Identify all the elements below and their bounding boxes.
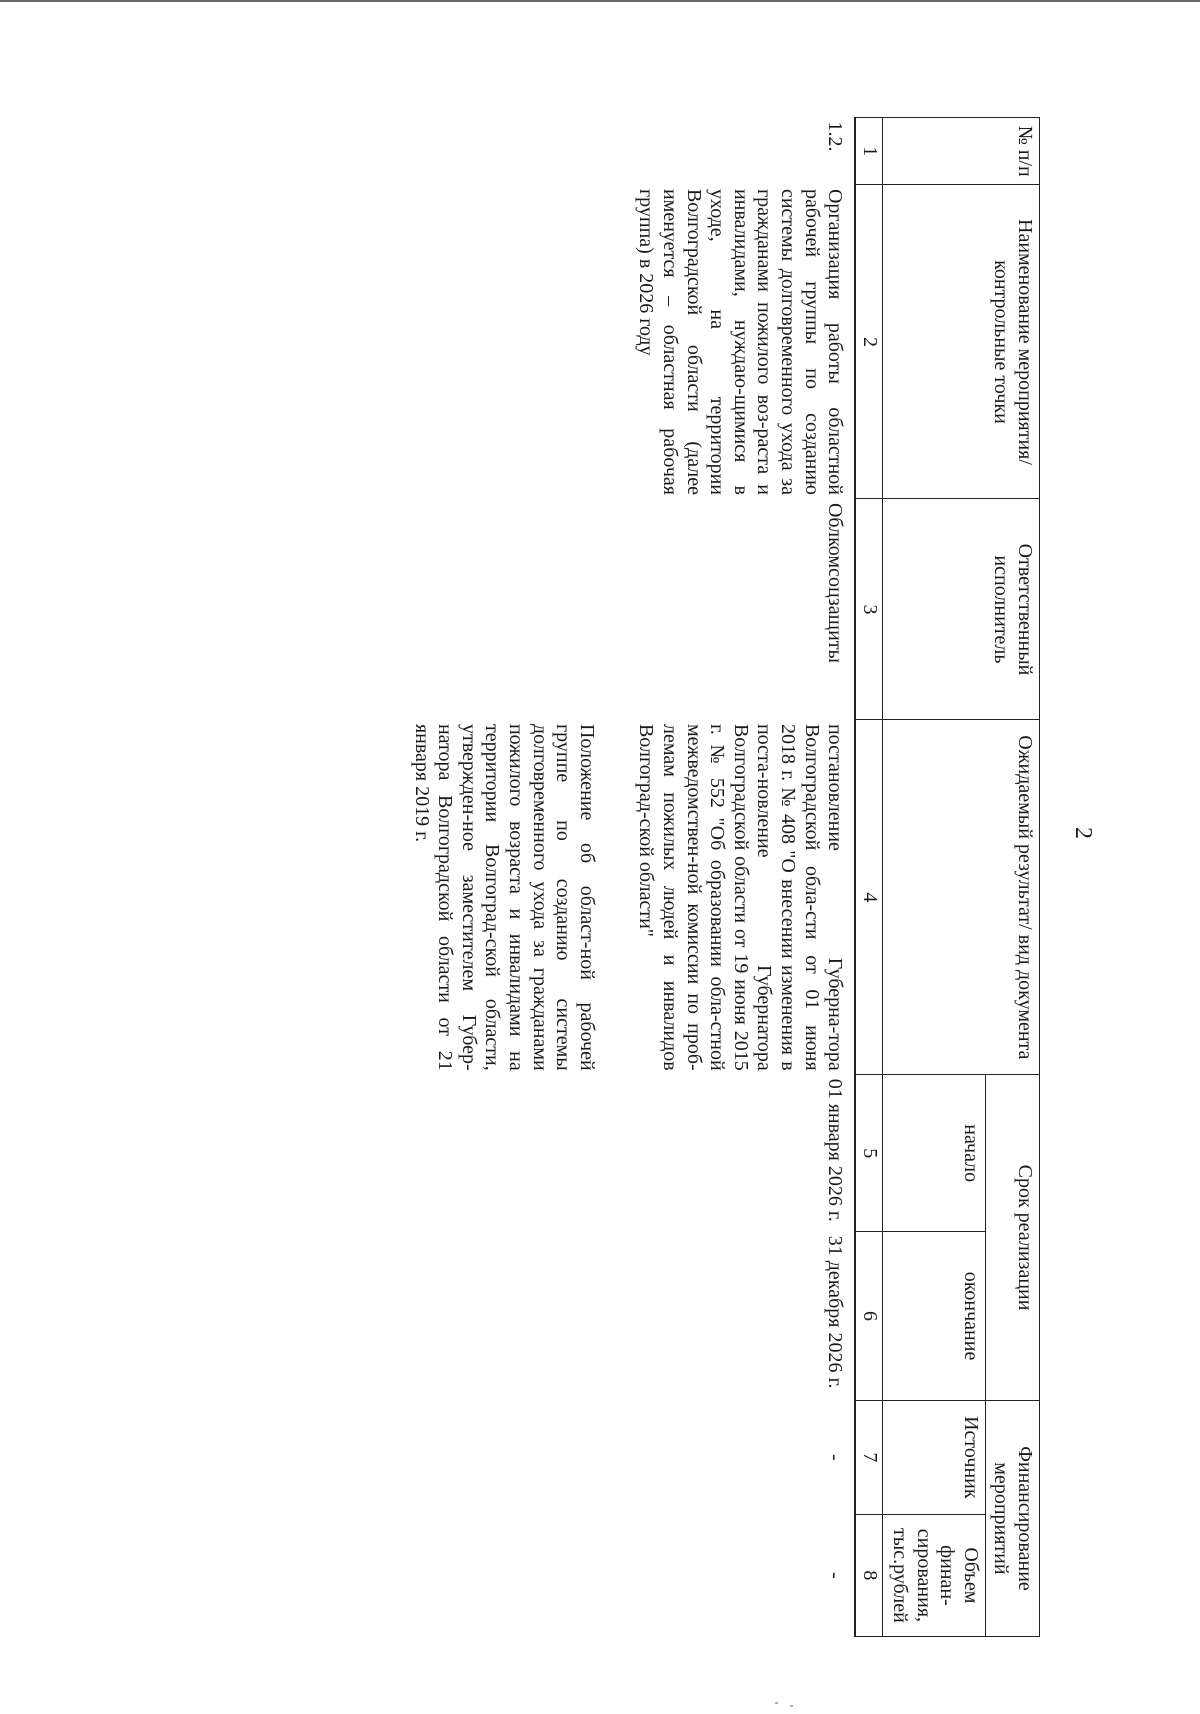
- header-no: № п/п: [882, 118, 1039, 185]
- header-row: [985, 118, 1039, 1637]
- term-start: 01 января 2026 г.: [406, 1075, 855, 1232]
- column-number: 2: [855, 185, 882, 499]
- page-number: 2: [1070, 827, 1096, 839]
- header-name: Наименование мероприятия/ контрольные точки: [882, 185, 1039, 499]
- activities-table: [406, 117, 1040, 1637]
- header-result: Ожидаемый результат/ вид документа: [882, 720, 1039, 1075]
- column-number: 8: [855, 1514, 882, 1636]
- table-row: [406, 118, 855, 1637]
- rotated-landscape-content: [130, 87, 1160, 1627]
- column-number: 6: [855, 1232, 882, 1401]
- header-finance-source: Источник: [882, 1400, 985, 1514]
- scan-speck: [775, 1702, 778, 1704]
- scan-speck: [790, 1705, 793, 1707]
- header-term-end: окончание: [882, 1232, 985, 1401]
- finance-volume: -: [406, 1514, 855, 1636]
- column-number: 3: [855, 499, 882, 720]
- result-document-2: Положение об област-ной рабочей группе по созданию системы долговременного ухода за гражданами пожилого возраста и инвалидами на территории Волгоград-ской области, утвержден-ное заместителем Губер-натора Волгоградской области от 21 января 2019 г.: [410, 723, 598, 1071]
- header-finance-volume: Объем финан-сирования, тыс.рублей: [882, 1514, 985, 1636]
- column-number-row: [855, 118, 882, 1637]
- column-number: 4: [855, 720, 882, 1075]
- responsible-executor: Облкомсоцзащиты: [406, 499, 855, 720]
- term-end: 31 декабря 2026 г.: [406, 1232, 855, 1401]
- column-number: 5: [855, 1075, 882, 1232]
- result-document-1: постановление Губерна-тора Волгоградской обла-сти от 01 июня 2018 г. № 408 "О внесении изменения в поста-новление Губернатора Волгоградской области от 19 июня 2015 г. № 552 "Об образовании обла-стной межведомствен-ной комиссии по проб-лемам пожилых людей и инвалидов Волгоград-ской области": [635, 723, 847, 1071]
- finance-source: -: [406, 1400, 855, 1514]
- column-number: 1: [855, 118, 882, 185]
- expected-result: [406, 720, 855, 1075]
- header-executor: Ответственный исполнитель: [882, 499, 1039, 720]
- row-number: 1.2.: [406, 118, 855, 185]
- activity-name: Организация работы областной рабочей группы по созданию системы долговременного ухода за гражданами пожилого воз-раста и инвалидами, нуждаю-щимися в уходе, на территории Волгоградской области (далее именуется – областная рабочая группа) в 2026 году: [406, 185, 855, 499]
- column-number: 7: [855, 1400, 882, 1514]
- header-term-start: начало: [882, 1075, 985, 1232]
- header-finance: Финансирование мероприятий: [985, 1400, 1039, 1636]
- header-term: Срок реализации: [985, 1075, 1039, 1401]
